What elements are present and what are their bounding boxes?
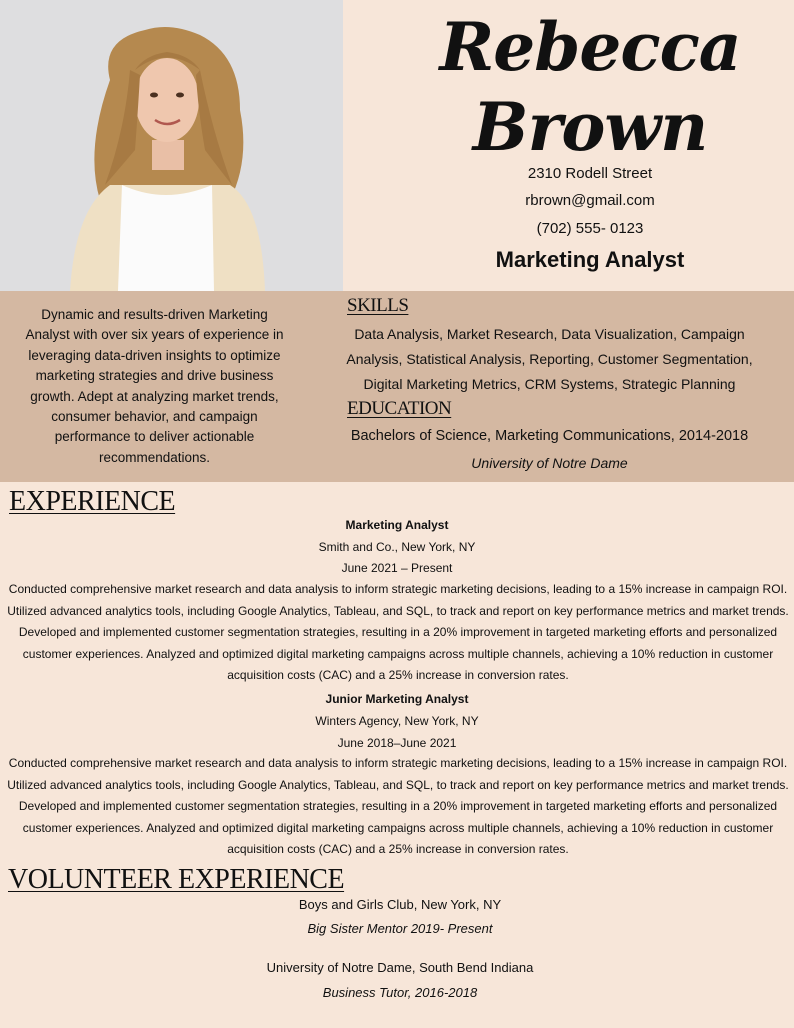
volunteer-1-role: Big Sister Mentor 2019- Present [307,921,493,936]
job-1-company: Smith and Co., New York, NY [318,540,476,554]
volunteer-1-org: Boys and Girls Club, New York, NY [298,897,502,912]
volunteer-2-role: Business Tutor, 2016-2018 [322,985,478,1000]
experience-heading: EXPERIENCE [9,486,176,517]
job-1-description: Conducted comprehensive market research and data analysis to inform strategic marketing decisions, leading to a 15% increase in campaign ROI. Utilized advanced analytics tools, including Google Analytics, Tableau, and SQL, to track and report on key performance metrics and market trends. Developed and implemented customer segmentation strategies, resulting in a 20% improvement in targeted marketing efforts and personalized customer experiences. Analyzed and optimized digital marketing campaigns across multiple channels, achieving a 10% reduction in customer acquisition costs (CAC) and a 25% increase in conversion rates. [7,582,789,682]
education-heading: EDUCATION [347,398,452,419]
contact-phone: (702) 555- 0123 [536,220,644,237]
contact-email: rbrown@gmail.com [525,192,655,209]
skills-heading: SKILLS [347,295,409,316]
education-degree: Bachelors of Science, Marketing Communications, 2014-2018 [350,428,749,444]
contact-address: 2310 Rodell Street [527,165,653,182]
job-2-company: Winters Agency, New York, NY [315,714,479,728]
job-title: Marketing Analyst [495,247,685,272]
professional-summary: Dynamic and results-driven Marketing Analyst with over six years of experience in leveraging data-driven insights to optimize marketing strategies and drive business growth. Adept at analyzing market trends, consumer behavior, and campaign performance to deliver actionable recommendations. [25,307,284,465]
skills-list: Data Analysis, Market Research, Data Visualization, Campaign Analysis, Statistical Analysis, Reporting, Customer Segmentation, Digital Marketing Metrics, CRM Systems, Strategic Planning [346,326,753,392]
job-2-description: Conducted comprehensive market research and data analysis to inform strategic marketing decisions, leading to a 15% increase in campaign ROI. Utilized advanced analytics tools, including Google Analytics, Tableau, and SQL, to track and report on key performance metrics and market trends. Developed and implemented customer segmentation strategies, resulting in a 20% improvement in targeted marketing efforts and personalized customer experiences. Analyzed and optimized digital marketing campaigns across multiple channels, achieving a 10% reduction in customer acquisition costs (CAC) and a 25% increase in conversion rates. [7,756,789,856]
job-2-dates: June 2018–June 2021 [337,736,457,750]
profile-photo [0,0,343,291]
first-name: Rebecca [439,8,741,86]
job-1-dates: June 2021 – Present [341,561,453,575]
volunteer-heading: VOLUNTEER EXPERIENCE [8,864,345,895]
volunteer-2-org: University of Notre Dame, South Bend Indiana [266,960,534,975]
portrait-illustration [0,0,343,291]
education-school: University of Notre Dame [471,455,628,471]
job-1-title: Marketing Analyst [345,518,449,532]
last-name: Brown [472,88,708,166]
job-2-title: Junior Marketing Analyst [325,692,469,706]
